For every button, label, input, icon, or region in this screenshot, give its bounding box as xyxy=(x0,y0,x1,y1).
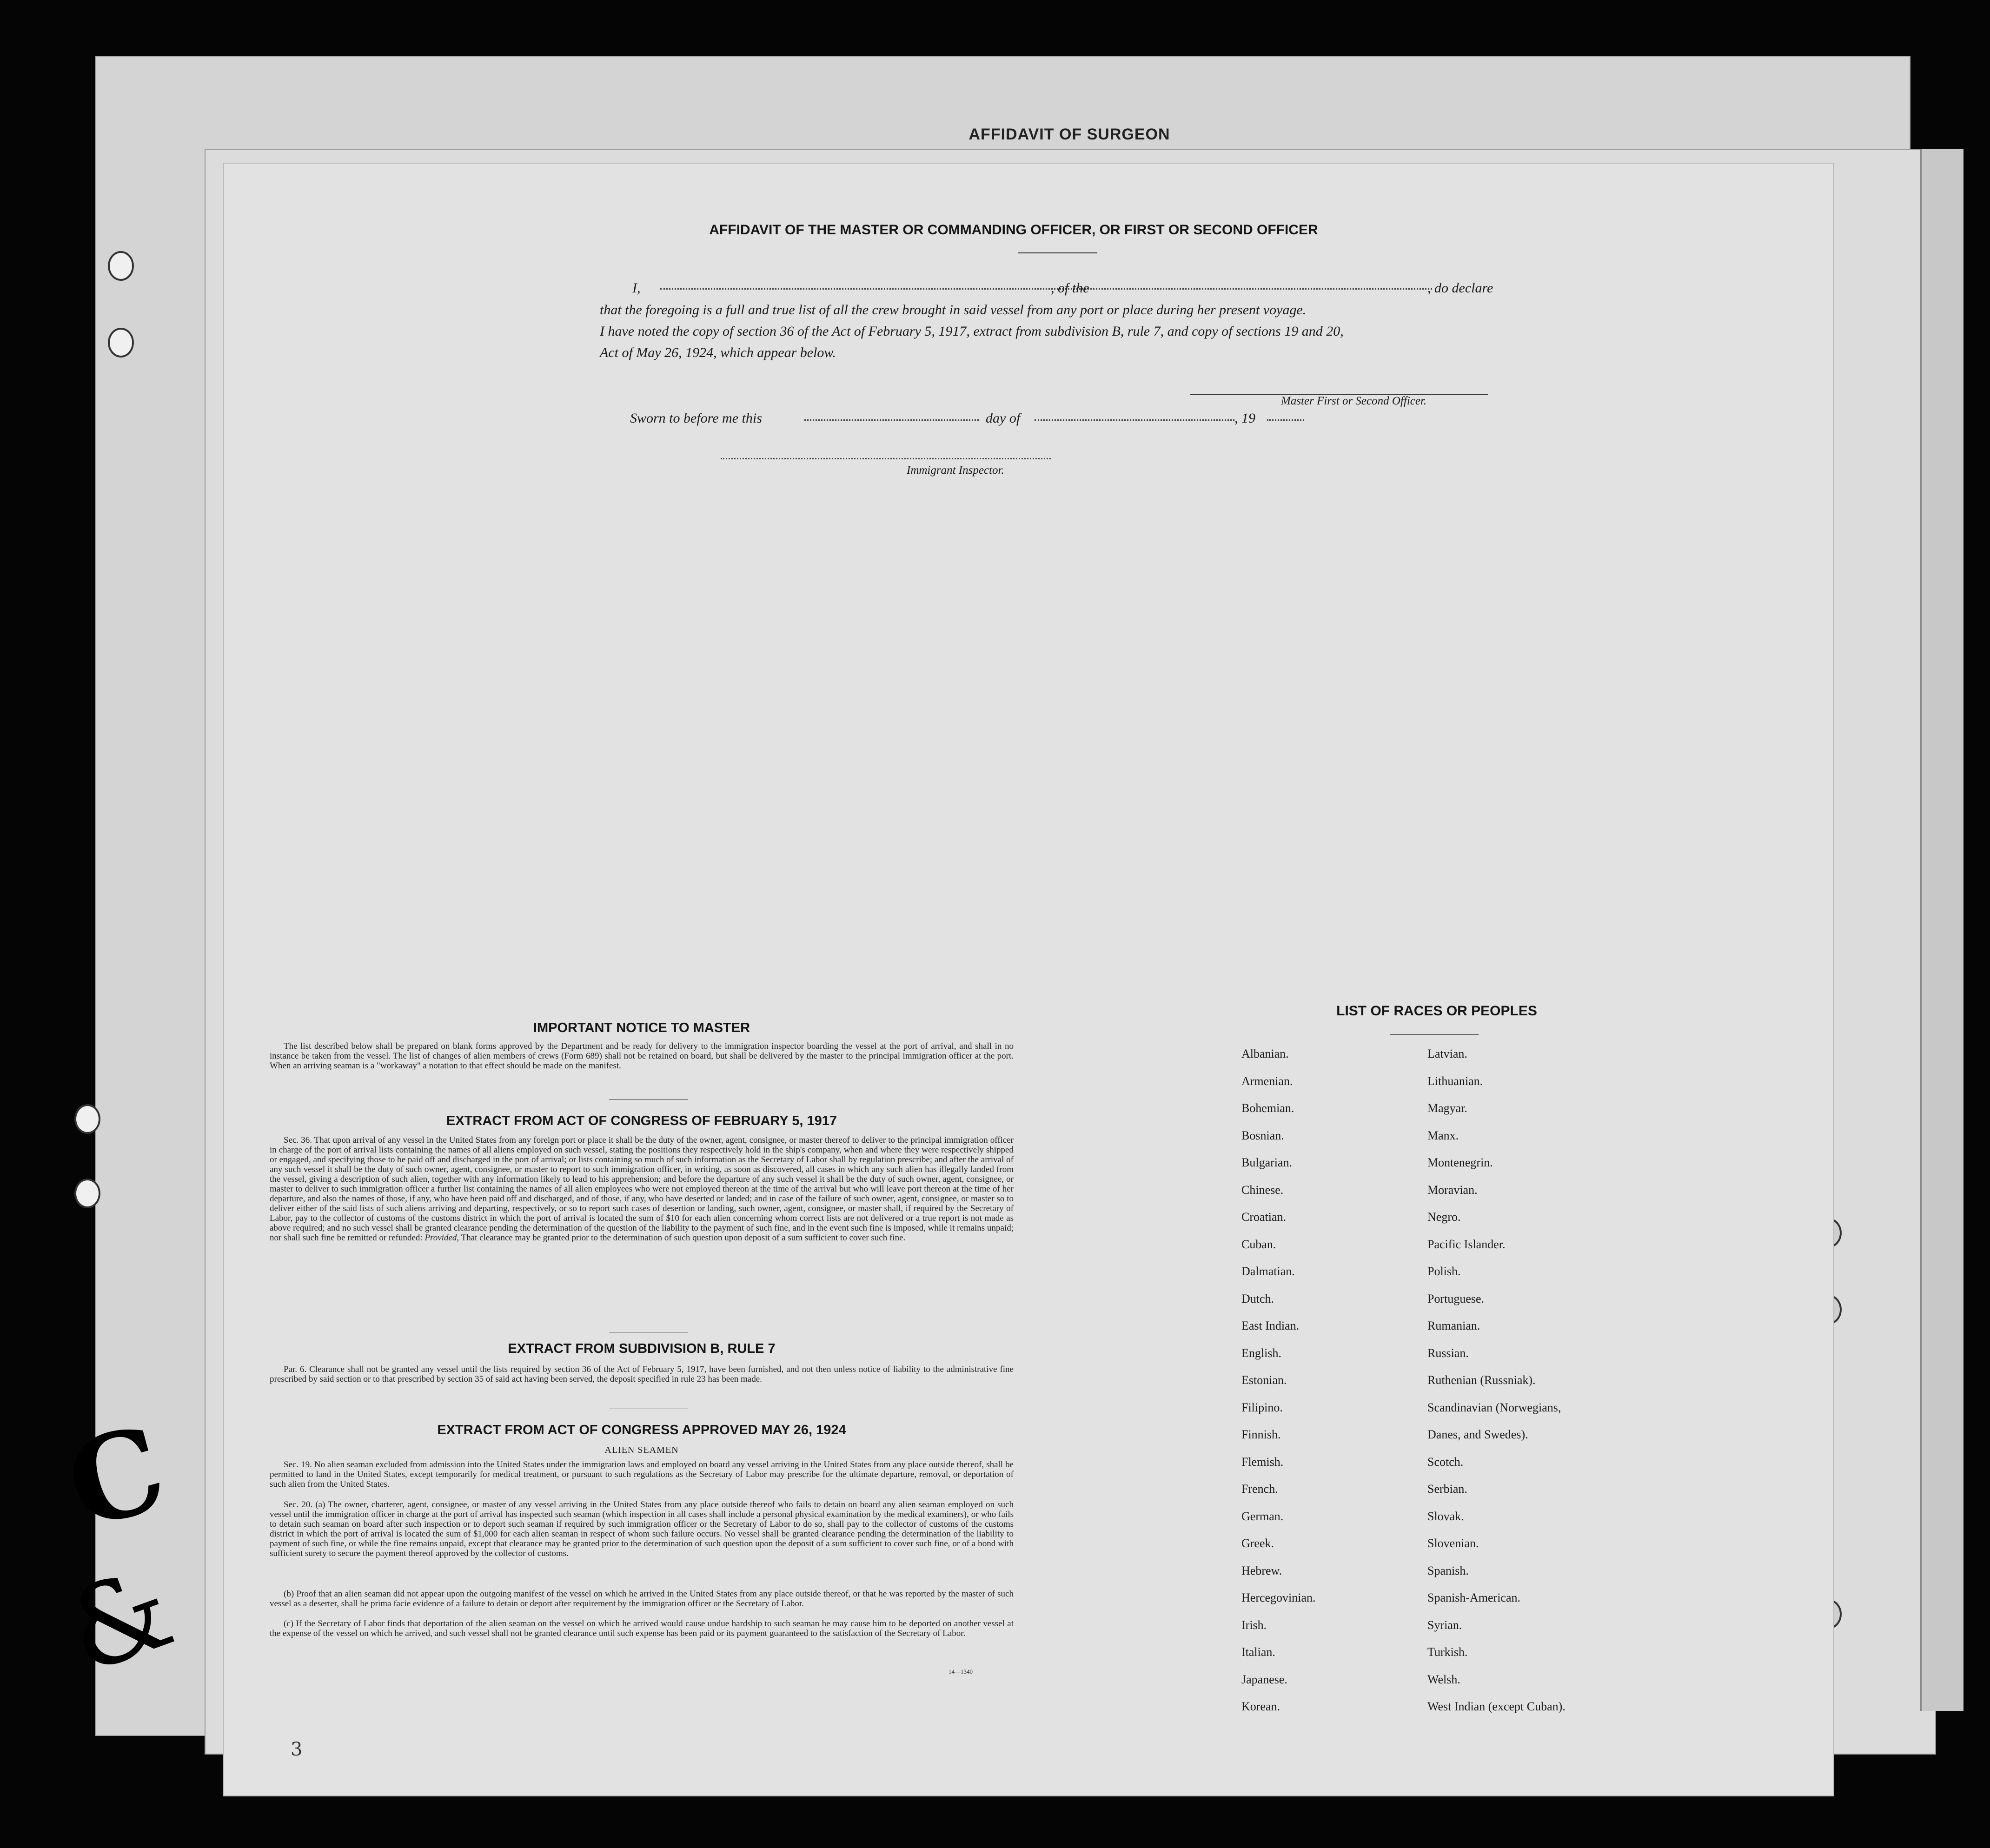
race-entry: Bohemian. xyxy=(1241,1101,1294,1115)
race-entry: Irish. xyxy=(1241,1618,1267,1632)
race-entry: Korean. xyxy=(1241,1700,1280,1713)
affidavit-line-1 xyxy=(632,279,1506,298)
race-entry: Serbian. xyxy=(1427,1482,1467,1496)
extract-1924-subtitle: ALIEN SEAMEN xyxy=(604,1445,679,1455)
extract-1924-sec20a: Sec. 20. (a) The owner, charterer, agent, consignee, or master of any vessel arriving in the United States from any place outside thereof who fails to detain on board any alien seaman employed on such vessel until the immigration officer in charge at the port of arrival has inspected such seaman (which inspection in all cases shall include a personal physical examination by the medical examiners), or who fails to detain such seaman on board after such inspection or to deport such seaman if required by such immigration officer or the Secretary of Labor to do so, shall pay to the collector of customs of the customs district in which the port of arrival is located the sum of $1,000 for each alien seaman in respect of whom such failure occurs. No vessel shall be granted clearance pending the determination of the liability to payment of such fine, or while the fine remains unpaid, except that clearance may be granted prior to the determination of such question upon the deposit of a sum sufficient to cover such fine, or of a bond with sufficient surety to secure the payment thereof approved by the collector of customs. xyxy=(270,1500,1014,1558)
race-entry: Scandinavian (Norwegians, xyxy=(1427,1400,1561,1414)
race-entry: Slovenian. xyxy=(1427,1537,1479,1550)
master-signature-label: Master First or Second Officer. xyxy=(1281,395,1427,407)
extract-1917-body xyxy=(270,1135,1014,1243)
race-entry: French. xyxy=(1241,1482,1278,1496)
race-entry: English. xyxy=(1241,1346,1281,1360)
race-entry: Spanish-American. xyxy=(1427,1591,1521,1604)
affidavit-title: AFFIDAVIT OF THE MASTER OR COMMANDING OFFICER, OR FIRST OR SECOND OFFICER xyxy=(709,222,1318,238)
inspector-signature-line[interactable] xyxy=(721,458,1051,459)
vessel-name-field[interactable] xyxy=(1116,288,1432,290)
extract-1924-sec20c: (c) If the Secretary of Labor finds that deportation of the alien seaman on the vessel on which he arrived would cause undue hardship to such seaman he may cause him to be deported on another vessel at the expense of the vessel on which he arrived, and such vessel shall not be granted clearance until such expense has been paid or its payment guaranteed to the satisfaction of the Secretary of Labor. xyxy=(270,1619,1014,1638)
inspector-signature-label: Immigrant Inspector. xyxy=(907,464,1004,477)
extract-1917-title: EXTRACT FROM ACT OF CONGRESS OF FEBRUARY 5, 1917 xyxy=(446,1113,837,1128)
notice-body: The list described below shall be prepared on blank forms approved by the Department and be ready for delivery to the immigration inspector boarding the vessel at the port of arrival, and shall in no instance be taken from the vessel. The list of changes of alien members of crews (Form 689) shall not be retained on board, but shall be delivered by the master to the principal immigration officer at the port. When an arriving seaman is a "workaway" a notation to that effect should be made on the manifest. xyxy=(270,1041,1014,1071)
handwritten-ampersand-mark: & xyxy=(50,1542,189,1699)
race-entry: Filipino. xyxy=(1241,1400,1283,1414)
back-sheet-title: AFFIDAVIT OF SURGEON xyxy=(968,126,1170,143)
race-entry: Manx. xyxy=(1427,1128,1459,1142)
affidavit-line-4: Act of May 26, 1924, which appear below. xyxy=(600,345,836,360)
race-entry: Finnish. xyxy=(1241,1428,1281,1441)
race-entry: Portuguese. xyxy=(1427,1292,1485,1305)
punch-hole xyxy=(108,328,134,358)
race-entry: Hebrew. xyxy=(1241,1563,1282,1577)
race-entry: Slovak. xyxy=(1427,1509,1464,1523)
race-entry: Greek. xyxy=(1241,1537,1274,1550)
race-entry: Estonian. xyxy=(1241,1373,1287,1387)
right-edge-sheet xyxy=(1920,149,1963,1711)
form-number: 14—1340 xyxy=(949,1668,973,1675)
declare-label: , do declare xyxy=(1427,280,1493,296)
race-entry: Dutch. xyxy=(1241,1292,1274,1305)
race-entry: Lithuanian. xyxy=(1427,1074,1483,1088)
race-entry: Danes, and Swedes). xyxy=(1427,1428,1528,1441)
race-entry: Cuban. xyxy=(1241,1237,1276,1251)
notice-title: IMPORTANT NOTICE TO MASTER xyxy=(533,1020,750,1035)
race-entry: Ruthenian (Russniak). xyxy=(1427,1373,1536,1387)
race-entry: Latvian. xyxy=(1427,1047,1467,1060)
punch-hole xyxy=(108,251,134,281)
race-entry: German. xyxy=(1241,1509,1284,1523)
race-entry: Italian. xyxy=(1241,1645,1275,1659)
race-entry: Rumanian. xyxy=(1427,1319,1480,1332)
declarant-prefix: I, xyxy=(632,280,641,296)
sworn-day-field[interactable] xyxy=(804,419,979,421)
punch-hole xyxy=(74,1179,100,1208)
race-entry: Turkish. xyxy=(1427,1645,1468,1659)
race-entry: Montenegrin. xyxy=(1427,1156,1493,1169)
race-entry: Hercegovinian. xyxy=(1241,1591,1316,1604)
race-entry: East Indian. xyxy=(1241,1319,1300,1332)
race-entry: Dalmatian. xyxy=(1241,1265,1295,1278)
provided-word: Provided, xyxy=(425,1233,459,1243)
race-entry: Welsh. xyxy=(1427,1672,1460,1686)
sec36-text-end: That clearance may be granted prior to the determination of such question upon deposit of a sum sufficient to cover such fine. xyxy=(461,1233,906,1243)
sec36-text: Sec. 36. That upon arrival of any vessel in the United States from any foreign port or place it shall be the duty of the owner, agent, consignee, or master thereof to deliver to the principal immigration officer in charge of the port of arrival lists containing the names of all aliens employed on such vessel, stating the positions they respectively hold in the ship's company, when and where they were respectively shipped or engaged, and specifying those to be paid off and discharged in the port of arrival; or lists containing so much of such information as the Secretary of Labor shall by regulation prescribe; and after the arrival of any such vessel it shall be the duty of such owner, agent, consignee, or master to report to such immigration officer, in writing, as soon as discovered, all cases in which any such alien has illegally landed from the vessel, giving a description of such alien, together with any information likely to lead to his apprehension; and before the departure of any such vessel it shall be the duty of such owner, agent, consignee, or master to deliver to such immigration officer a further list containing the names of all alien employees who were not employed thereon at the time of the arrival but who will leave port thereon at the time of her departure, and also the names of those, if any, who have been paid off and discharged, and of those, if any, who have deserted or landed; and in case of the failure of such owner, agent, consignee, or master so to deliver either of the said lists of such aliens arriving and departing, respectively, or so to report such cases of desertion or landing, such owner, agent, consignee, or master shall, if required by the Secretary of Labor, pay to the collector of customs of the customs district in which the port of arrival is located the sum of $10 for each alien concerning whom correct lists are not delivered or a true report is not made as above required; and no such vessel shall be granted clearance pending the determination of the question of the liability to the payment of such fine, and in the event such fine is imposed, while it remains unpaid; nor shall such fine be remitted or refunded: xyxy=(270,1135,1014,1243)
sworn-line xyxy=(630,409,1513,428)
race-entry: Russian. xyxy=(1427,1346,1469,1360)
race-entry: Moravian. xyxy=(1427,1183,1478,1197)
section-rule xyxy=(609,1099,688,1100)
race-entry: Croatian. xyxy=(1241,1210,1287,1224)
day-of-label: day of xyxy=(986,411,1021,426)
extract-rule7-body: Par. 6. Clearance shall not be granted any vessel until the lists required by section 36 of the Act of February 5, 1917, have been furnished, and not then unless notice of liability to the administrative fine prescribed by said section or to that prescribed by section 35 of said act having been served, the deposit specified in rule 23 has been made. xyxy=(270,1364,1014,1384)
race-entry: Flemish. xyxy=(1241,1455,1284,1469)
sworn-month-field[interactable] xyxy=(1035,419,1234,421)
handwritten-c-mark: C xyxy=(53,1399,179,1555)
sworn-label: Sworn to before me this xyxy=(630,411,762,426)
race-entry: Bulgarian. xyxy=(1241,1156,1293,1169)
race-entry: West Indian (except Cuban). xyxy=(1427,1700,1565,1713)
punch-hole xyxy=(74,1104,100,1134)
race-entry: Scotch. xyxy=(1427,1455,1464,1469)
title-rule xyxy=(1018,252,1097,253)
year-label: , 19 xyxy=(1234,411,1255,426)
extract-1924-title: EXTRACT FROM ACT OF CONGRESS APPROVED MAY 26, 1924 xyxy=(437,1423,846,1437)
race-entry: Armenian. xyxy=(1241,1074,1293,1088)
race-entry: Albanian. xyxy=(1241,1047,1289,1060)
race-entry: Japanese. xyxy=(1241,1672,1287,1686)
race-entry: Chinese. xyxy=(1241,1183,1284,1197)
extract-rule7-title: EXTRACT FROM SUBDIVISION B, RULE 7 xyxy=(508,1341,776,1356)
race-entry: Magyar. xyxy=(1427,1101,1467,1115)
extract-1924-sec19: Sec. 19. No alien seaman excluded from admission into the United States under the immigration laws and employed on board any vessel arriving in the United States from any place outside thereof, shall be permitted to land in the United States, except temporarily for medical treatment, or pursuant to such regulations as the Secretary of Labor may prescribe for the ultimate departure, removal, or deportation of such alien from the United States. xyxy=(270,1460,1014,1489)
races-title-rule xyxy=(1390,1034,1479,1035)
affidavit-line-3: I have noted the copy of section 36 of the Act of February 5, 1917, extract from subdivision B, rule 7, and copy of sections 19 and 20, xyxy=(600,324,1344,339)
race-entry: Syrian. xyxy=(1427,1618,1462,1632)
race-entry: Spanish. xyxy=(1427,1563,1469,1577)
races-title: LIST OF RACES OR PEOPLES xyxy=(1336,1003,1537,1019)
corner-mark: 3 xyxy=(291,1739,303,1760)
sworn-year-field[interactable] xyxy=(1267,419,1304,421)
race-entry: Pacific Islander. xyxy=(1427,1237,1506,1251)
extract-1924-sec20b: (b) Proof that an alien seaman did not appear upon the outgoing manifest of the vessel on which he arrived in the United States from any place outside thereof, or that he was reported by the master of such vessel as a deserter, shall be prima facie evidence of a failure to detain or deport after requirement by the immigration officer or the Secretary of Labor. xyxy=(270,1589,1014,1609)
race-entry: Negro. xyxy=(1427,1210,1461,1224)
affidavit-line-2: that the foregoing is a full and true list of all the crew brought in said vessel from any port or place during her present voyage. xyxy=(600,302,1307,318)
race-entry: Polish. xyxy=(1427,1265,1461,1278)
race-entry: Bosnian. xyxy=(1241,1128,1284,1142)
vessel-of-label: , of the xyxy=(1051,280,1089,296)
